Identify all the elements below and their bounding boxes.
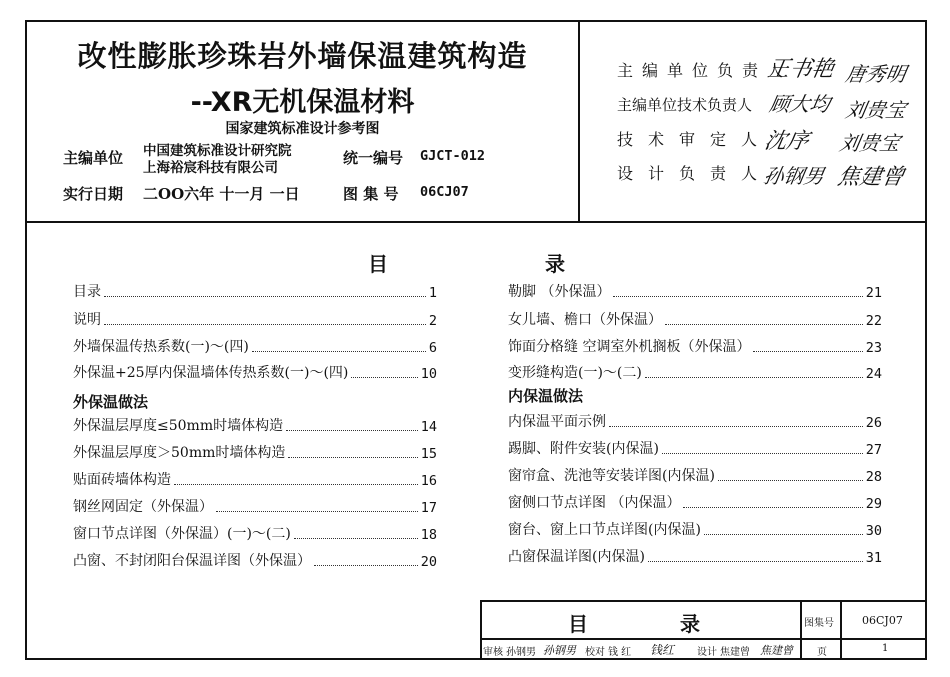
toc-entry-ext-thin[interactable]: 外保温层厚度≤50mm时墙体构造 14 (73, 418, 437, 435)
title-block-title-right: 录 (680, 612, 700, 636)
page-number: 1 (882, 643, 889, 654)
title-block-atlas-label: 图集号 (804, 618, 834, 629)
toc-entry-skirting[interactable]: 踢脚、附件安装(内保温) 27 (508, 441, 882, 458)
signature-2a: 顾大均 (767, 92, 832, 116)
toc-entry-notes[interactable]: 说明 2 (73, 312, 437, 329)
main-title: 改性膨胀珍珠岩外墙保温建筑构造 (77, 39, 528, 73)
toc-entry-bay-window-ext[interactable]: 凸窗、不封闭阳台保温详图（外保温） 20 (73, 553, 437, 570)
check-label: 校对 (585, 647, 605, 658)
editor-org-2: 上海裕宸科技有限公司 (143, 160, 278, 176)
toc-entry-int-plan[interactable]: 内保温平面示例 26 (508, 414, 882, 431)
toc-entry-curtain-box[interactable]: 窗帘盒、洗池等安装详图(内保温) 28 (508, 468, 882, 485)
date-label: 实行日期 (63, 185, 124, 203)
signature-3a: 沈序 (762, 129, 811, 154)
toc-entry-composite-coefficient[interactable]: 外保温+25厚内保温墙体传热系数(一)～(四) 10 (73, 365, 437, 382)
check-name: 钱 红 (608, 647, 632, 658)
signature-1a: 王书艳 (765, 57, 836, 82)
section-interior: 内保温做法 (508, 387, 584, 405)
toc-heading-left: 目 (368, 252, 388, 276)
signature-4a: 孙钢男 (761, 164, 826, 188)
toc-heading-right: 录 (545, 252, 565, 276)
signature-3b: 刘贵宝 (837, 131, 902, 155)
toc-entry-ext-thick[interactable]: 外保温层厚度＞50mm时墙体构造 15 (73, 445, 437, 462)
atlas-no: 06CJ07 (420, 184, 469, 200)
toc-entry-tile-wall[interactable]: 贴面砖墙体构造 16 (73, 472, 437, 489)
uniform-no-label: 统一编号 (343, 149, 404, 167)
date-value: 二OO六年 十一月 一日 (143, 185, 300, 203)
toc-entry-expansion-joint[interactable]: 变形缝构造(一)～(二) 24 (508, 365, 882, 382)
atlas-no-label: 图 集 号 (343, 185, 399, 203)
standard-subtitle: 国家建筑标准设计参考图 (225, 121, 380, 137)
header-divider (578, 20, 580, 223)
design-label: 设计 (697, 647, 717, 658)
editor-label: 主编单位 (63, 149, 124, 167)
uniform-no: GJCT-012 (420, 148, 486, 164)
section-exterior: 外保温做法 (73, 393, 149, 411)
design-name: 焦建曾 (720, 647, 750, 658)
editor-org-1: 中国建筑标准设计研究院 (143, 143, 292, 159)
toc-entry-bay-window-int[interactable]: 凸窗保温详图(内保温) 31 (508, 549, 882, 566)
title-block-title-left: 目 (568, 612, 588, 636)
signature-1b: 唐秀明 (843, 62, 908, 86)
title-block-hline (480, 638, 927, 640)
toc-entry-joints[interactable]: 饰面分格缝 空调室外机搁板（外保温） 23 (508, 339, 882, 356)
toc-entry-window-side[interactable]: 窗侧口节点详图 （内保温） 29 (508, 495, 882, 512)
design-signature: 焦建曾 (760, 644, 793, 657)
title-block-vline-2 (840, 600, 842, 660)
signature-4b: 焦建曾 (835, 165, 906, 190)
toc-entry-contents[interactable]: 目录 1 (73, 284, 437, 301)
resp-label-3: 技术审定人 (617, 130, 773, 149)
review-label: 审核 (483, 647, 503, 658)
check-signature: 钱红 (650, 643, 675, 657)
toc-entry-wire-mesh[interactable]: 钢丝网固定（外保温） 17 (73, 499, 437, 516)
sub-title: --XR无机保温材料 (190, 87, 415, 118)
resp-label-2: 主编单位技术负责人 (617, 96, 753, 114)
toc-entry-plinth[interactable]: 勒脚 （外保温） 21 (508, 284, 882, 301)
resp-label-4: 设计负责人 (617, 164, 773, 183)
toc-entry-parapet[interactable]: 女儿墙、檐口（外保温） 22 (508, 312, 882, 329)
toc-entry-wall-coefficient[interactable]: 外墙保温传热系数(一)～(四) 6 (73, 339, 437, 356)
resp-label-1: 主编单位负责人 (617, 61, 793, 80)
page-label: 页 (817, 647, 827, 658)
title-block-vline-1 (800, 600, 802, 660)
signature-2b: 刘贵宝 (843, 98, 908, 122)
toc-entry-window-node-ext[interactable]: 窗口节点详图（外保温）(一)～(二) 18 (73, 526, 437, 543)
review-signature: 孙钢男 (543, 644, 576, 657)
toc-entry-window-sill[interactable]: 窗台、窗上口节点详图(内保温) 30 (508, 522, 882, 539)
review-name: 孙钢男 (506, 647, 536, 658)
title-block-atlas-no: 06CJ07 (862, 614, 903, 627)
